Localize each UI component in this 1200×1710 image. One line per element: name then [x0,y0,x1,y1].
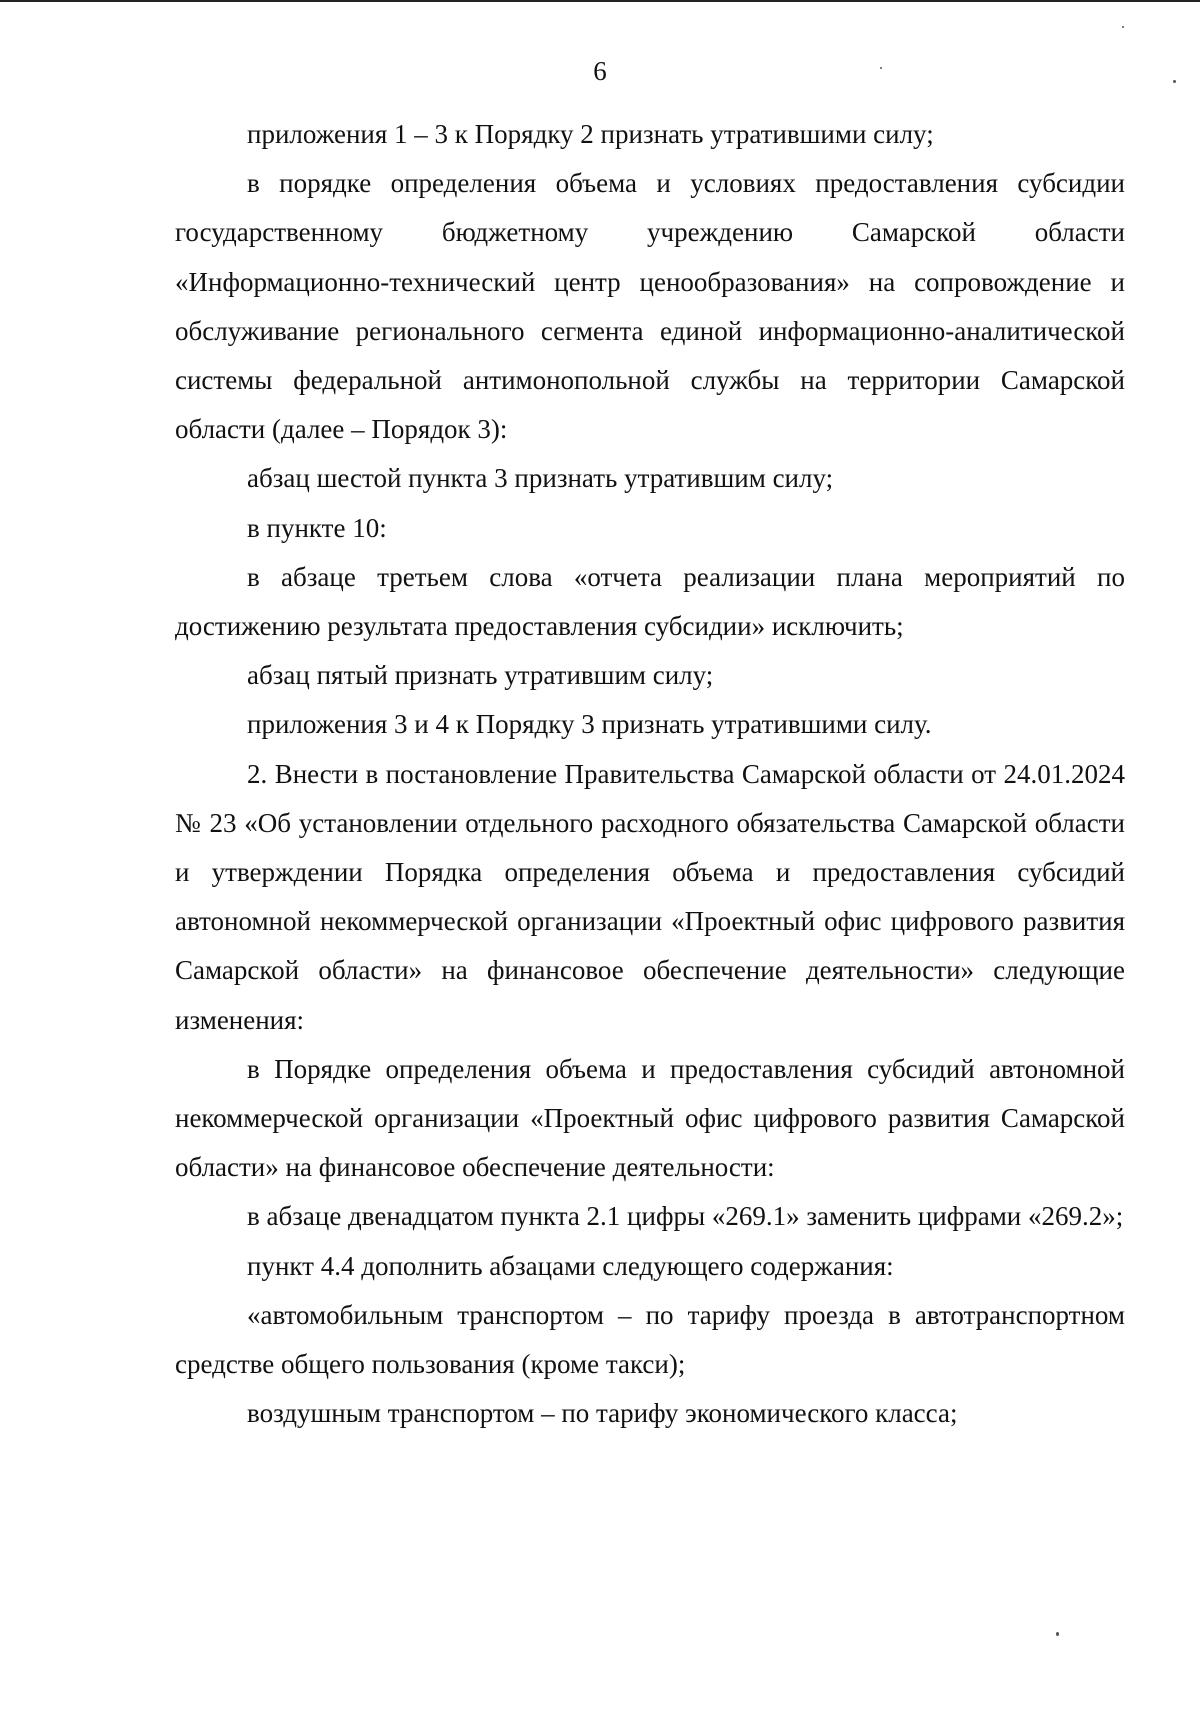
paragraph-7: приложения 3 и 4 к Порядку 3 признать утратившими силу. [247,709,932,740]
paragraph-9: в Порядке определения объема и предоставления субсидий автономной некоммерческой организации «Проектный офис цифрового развития Самарской области» на финансовое обеспечение деятельности: [175,1053,1125,1183]
paragraph-8: 2. Внести в постановление Правительства Самарской области от 24.01.2024 № 23 «Об установлении отдельного расходного обязательства Самарской области и утверждении Порядка определения объема и предоставления субсидий автономной некоммерческой организации «Проектный офис цифрового развития Самарской области» на финансовое обеспечение деятельности» следующие изменения: [175,758,1125,1035]
paragraph-1: приложения 1 – 3 к Порядку 2 признать утратившими силу; [247,119,934,149]
paragraph-12: «автомобильным транспортом – по тарифу проезда в автотранспортном средстве общего пользования (кроме такси); [175,1299,1125,1380]
paragraph-4: в пункте 10: [247,512,387,543]
scan-speck [880,67,882,69]
paragraph-5: в абзаце третьем слова «отчета реализации плана мероприятий по достижению результата предоставления субсидии» исключить; [175,561,1125,642]
paragraph-11: пункт 4.4 дополнить абзацами следующего содержания: [247,1250,894,1281]
paragraph-2: в порядке определения объема и условиях предоставления субсидии государственному бюджетному учреждению Самарской области «Информационно-технический центр ценообразования» на сопровождение и обслуживание регионального сегмента единой информационно-аналитической системы федеральной антимонопольной службы на территории Самарской области (далее – Порядок 3): [175,168,1125,445]
scan-speck [1173,80,1176,83]
scan-speck [1122,26,1124,28]
paragraph-10: в абзаце двенадцатом пункта 2.1 цифры «269.1» заменить цифрами «269.2»; [247,1201,1124,1232]
page-number: 6 [593,56,607,86]
scan-top-border [0,0,1200,2]
paragraph-6: абзац пятый признать утратившим силу; [247,660,714,691]
paragraph-3: абзац шестой пункта 3 признать утратившим силу; [247,463,834,494]
document-body [175,110,1125,1438]
scan-speck [1056,1632,1059,1636]
paragraph-13: воздушным транспортом – по тарифу экономического класса; [247,1398,958,1429]
